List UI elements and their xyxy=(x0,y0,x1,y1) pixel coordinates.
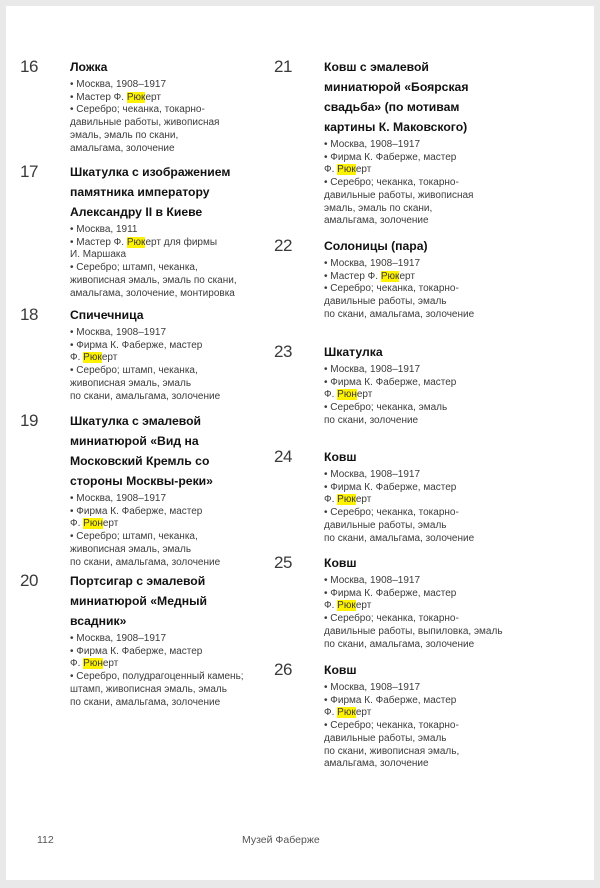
detail-text: амальгама, золочение, монтировка xyxy=(70,287,235,299)
catalog-entry xyxy=(20,411,310,569)
catalog-entry xyxy=(274,342,564,428)
detail-text: • Серебро; чеканка, токарно- xyxy=(70,104,205,116)
detail-text: живописная эмаль, эмаль по скани, xyxy=(70,274,237,286)
detail-line xyxy=(70,79,310,92)
entry-title-line: свадьба» (по мотивам xyxy=(324,100,460,114)
detail-text: • Серебро; штамп, чеканка, xyxy=(70,365,198,377)
detail-line xyxy=(70,506,310,519)
entry-title-line: Спичечница xyxy=(70,308,144,322)
highlighted-text: Рюк xyxy=(380,270,400,282)
detail-text: • Москва, 1908–1917 xyxy=(324,258,421,269)
detail-line xyxy=(324,695,564,708)
entry-title-line: Ковш xyxy=(324,450,357,464)
detail-text: по скани, амальгама, золочение xyxy=(324,532,475,544)
highlighted-text: Рюк xyxy=(126,91,146,103)
entry-title-line: памятника императору xyxy=(70,185,210,199)
entry-title xyxy=(324,342,564,362)
detail-line xyxy=(324,494,564,507)
detail-line xyxy=(324,482,564,495)
entry-title-line: Шкатулка с эмалевой xyxy=(70,414,202,428)
entry-number: 20 xyxy=(20,571,38,590)
entry-title xyxy=(324,660,564,680)
detail-text: ерт xyxy=(399,270,415,282)
highlighted-text: Рюк xyxy=(126,236,146,248)
detail-line xyxy=(324,415,564,428)
entry-details xyxy=(70,79,310,155)
entry-number: 22 xyxy=(274,236,292,255)
detail-text: по скани, амальгама, золочение xyxy=(324,308,475,320)
detail-text: ерт для фирмы xyxy=(145,236,218,248)
detail-line xyxy=(324,626,564,639)
detail-text: по скани, амальгама, золочение xyxy=(70,556,221,568)
detail-text: • Серебро; чеканка, токарно- xyxy=(324,720,459,732)
detail-text: • Фирма К. Фаберже, мастер xyxy=(324,376,457,388)
detail-text: • Фирма К. Фаберже, мастер xyxy=(70,645,203,657)
entry-title-line: Александру II в Киеве xyxy=(70,205,203,219)
detail-text: живописная эмаль, эмаль xyxy=(70,543,192,555)
detail-line xyxy=(70,684,310,697)
detail-line xyxy=(324,533,564,546)
entry-details xyxy=(324,469,564,545)
detail-text: • Серебро, полудрагоценный камень; xyxy=(70,671,244,683)
catalog-entry xyxy=(274,660,564,771)
detail-line xyxy=(70,92,310,105)
detail-line xyxy=(324,639,564,652)
entry-title-line: миниатюрой «Вид на xyxy=(70,434,199,448)
catalog-entry xyxy=(274,553,564,651)
detail-line xyxy=(70,365,310,378)
detail-text: • Серебро; штамп, чеканка, xyxy=(70,531,198,543)
detail-line xyxy=(324,152,564,165)
detail-text: • Фирма К. Фаберже, мастер xyxy=(324,151,457,163)
detail-line xyxy=(324,203,564,216)
entry-title-line: Шкатулка xyxy=(324,345,383,359)
detail-text: по скани, амальгама, золочение xyxy=(324,638,475,650)
entry-number: 23 xyxy=(274,342,292,361)
catalog-entry xyxy=(20,162,310,300)
entry-title-line: Солоницы (пара) xyxy=(324,239,428,253)
entry-title xyxy=(324,553,564,573)
entry-title-line: миниатюрой «Боярская xyxy=(324,80,469,94)
entry-details xyxy=(324,364,564,428)
detail-text: давильные работы, эмаль xyxy=(324,732,447,744)
detail-line xyxy=(324,682,564,695)
highlighted-text: Рюк xyxy=(337,707,356,719)
highlighted-text: Рюк xyxy=(337,164,356,176)
detail-line xyxy=(70,104,310,117)
detail-text: ерт xyxy=(355,600,372,612)
detail-text: давильные работы, эмаль xyxy=(324,296,447,308)
entry-title xyxy=(324,57,564,137)
detail-text: ерт xyxy=(355,707,372,719)
detail-text: • Москва, 1908–1917 xyxy=(324,364,421,375)
detail-text: Ф. xyxy=(324,600,338,612)
catalog-entry xyxy=(274,236,564,322)
detail-text: • Мастер Ф. xyxy=(324,270,381,282)
entry-details xyxy=(324,575,564,651)
detail-line xyxy=(70,697,310,710)
entry-title-line: Ковш xyxy=(324,556,357,570)
detail-text: эмаль, эмаль по скани, xyxy=(324,202,433,214)
highlighted-text: Рюк xyxy=(83,352,102,364)
detail-text: амальгама, золочение xyxy=(70,142,175,154)
detail-line xyxy=(324,377,564,390)
detail-text: • Москва, 1908–1917 xyxy=(70,79,167,90)
highlighted-text: Рюк xyxy=(337,600,356,612)
detail-text: • Москва, 1908–1917 xyxy=(324,139,421,150)
entry-title xyxy=(70,162,310,222)
detail-line xyxy=(324,139,564,152)
detail-line xyxy=(324,520,564,533)
detail-text: • Москва, 1908–1917 xyxy=(324,682,421,693)
detail-text: ерт xyxy=(355,494,372,506)
entry-title-line: Портсигар с эмалевой xyxy=(70,574,206,588)
detail-line xyxy=(324,190,564,203)
detail-line xyxy=(70,633,310,646)
detail-text: по скани, амальгама, золочение xyxy=(70,390,221,402)
detail-line xyxy=(70,391,310,404)
detail-text: Ф. xyxy=(324,707,338,719)
entry-title-line: Ковш xyxy=(324,663,357,677)
detail-line xyxy=(324,215,564,228)
detail-text: ерт xyxy=(356,389,373,401)
entry-title-line: всадник» xyxy=(70,614,127,628)
detail-text: по скани, живописная эмаль, xyxy=(324,745,460,757)
detail-text: эмаль, эмаль по скани, xyxy=(70,129,179,141)
detail-text: • Серебро; чеканка, токарно- xyxy=(324,177,459,189)
detail-line xyxy=(324,402,564,415)
detail-line xyxy=(70,117,310,130)
entry-number: 26 xyxy=(274,660,292,679)
entry-title xyxy=(324,447,564,467)
detail-text: • Серебро; чеканка, токарно- xyxy=(324,283,459,295)
detail-text: • Москва, 1908–1917 xyxy=(70,327,167,338)
detail-text: • Москва, 1911 xyxy=(70,224,138,235)
detail-line xyxy=(324,177,564,190)
entry-title-line: Ложка xyxy=(70,60,108,74)
entry-number: 25 xyxy=(274,553,292,572)
detail-line xyxy=(70,493,310,506)
detail-line xyxy=(324,613,564,626)
entry-title-line: стороны Москвы-реки» xyxy=(70,474,213,488)
detail-line xyxy=(324,758,564,771)
detail-line xyxy=(70,275,310,288)
detail-line xyxy=(324,271,564,284)
detail-text: • Мастер Ф. xyxy=(70,236,127,248)
detail-text: ерт xyxy=(101,352,118,364)
entry-number: 19 xyxy=(20,411,38,430)
detail-line xyxy=(70,224,310,237)
detail-text: Ф. xyxy=(70,518,84,530)
detail-text: Ф. xyxy=(324,494,338,506)
highlighted-text: Рюк xyxy=(337,494,356,506)
detail-text: ерт xyxy=(102,518,119,530)
detail-text: по скани, золочение xyxy=(324,414,419,426)
detail-text: Ф. xyxy=(70,658,84,670)
detail-text: И. Маршака xyxy=(70,249,127,261)
detail-text: • Серебро; чеканка, токарно- xyxy=(324,507,459,519)
detail-text: Ф. xyxy=(324,164,338,176)
entry-number: 18 xyxy=(20,305,38,324)
detail-line xyxy=(324,507,564,520)
entry-title-line: Ковш с эмалевой xyxy=(324,60,429,74)
detail-line xyxy=(70,531,310,544)
entry-details xyxy=(324,258,564,322)
highlighted-text: Рюн xyxy=(83,518,103,530)
detail-line xyxy=(324,164,564,177)
detail-line xyxy=(70,288,310,301)
entry-details xyxy=(70,327,310,403)
entry-details xyxy=(324,139,564,228)
detail-text: • Москва, 1908–1917 xyxy=(324,575,421,586)
detail-text: • Серебро; чеканка, токарно- xyxy=(324,613,459,625)
highlighted-text: Рюн xyxy=(83,658,103,670)
detail-text: • Серебро; чеканка, эмаль xyxy=(324,402,448,414)
footer-museum-name: Музей Фаберже xyxy=(242,834,320,846)
detail-text: • Фирма К. Фаберже, мастер xyxy=(324,481,457,493)
detail-line xyxy=(324,258,564,271)
detail-text: Ф. xyxy=(324,389,338,401)
detail-text: • Фирма К. Фаберже, мастер xyxy=(324,587,457,599)
detail-text: штамп, живописная эмаль, эмаль xyxy=(70,683,227,695)
detail-text: живописная эмаль, эмаль xyxy=(70,377,192,389)
detail-line xyxy=(324,600,564,613)
detail-line xyxy=(70,646,310,659)
detail-line xyxy=(70,143,310,156)
detail-line xyxy=(324,707,564,720)
detail-line xyxy=(324,720,564,733)
detail-text: ерт xyxy=(102,658,119,670)
detail-line xyxy=(324,588,564,601)
catalog-page xyxy=(6,6,594,880)
detail-line xyxy=(324,283,564,296)
detail-text: • Фирма К. Фаберже, мастер xyxy=(70,505,203,517)
catalog-entry xyxy=(274,447,564,545)
detail-text: • Серебро; штамп, чеканка, xyxy=(70,262,198,274)
entry-number: 17 xyxy=(20,162,38,181)
detail-text: амальгама, золочение xyxy=(324,758,429,770)
detail-line xyxy=(324,389,564,402)
entry-title xyxy=(324,236,564,256)
detail-text: давильные работы, эмаль xyxy=(324,519,447,531)
entry-number: 16 xyxy=(20,57,38,76)
detail-line xyxy=(324,364,564,377)
detail-line xyxy=(70,518,310,531)
entry-number: 21 xyxy=(274,57,292,76)
detail-line xyxy=(324,733,564,746)
detail-text: • Фирма К. Фаберже, мастер xyxy=(70,339,203,351)
detail-text: Ф. xyxy=(70,352,84,364)
detail-text: давильные работы, живописная xyxy=(70,117,220,129)
detail-text: по скани, амальгама, золочение xyxy=(70,696,221,708)
entry-title xyxy=(70,305,310,325)
detail-line xyxy=(324,746,564,759)
detail-text: • Мастер Ф. xyxy=(70,91,127,103)
highlighted-text: Рюн xyxy=(337,389,357,401)
detail-text: • Москва, 1908–1917 xyxy=(324,469,421,480)
entry-title-line: Московский Кремль со xyxy=(70,454,210,468)
detail-line xyxy=(70,378,310,391)
entry-details xyxy=(324,682,564,771)
entry-number: 24 xyxy=(274,447,292,466)
page-number: 112 xyxy=(37,834,54,846)
entry-title-line: миниатюрой «Медный xyxy=(70,594,207,608)
detail-line xyxy=(324,469,564,482)
detail-text: • Москва, 1908–1917 xyxy=(70,493,167,504)
detail-text: давильные работы, живописная xyxy=(324,189,474,201)
catalog-entry xyxy=(20,571,310,709)
entry-title-line: Шкатулка с изображением xyxy=(70,165,231,179)
detail-line xyxy=(324,296,564,309)
detail-text: • Фирма К. Фаберже, мастер xyxy=(324,694,457,706)
detail-line xyxy=(70,327,310,340)
entry-title xyxy=(70,571,310,631)
entry-title-line: картины К. Маковского) xyxy=(324,120,468,134)
detail-text: ерт xyxy=(355,164,372,176)
detail-text: ерт xyxy=(145,91,161,103)
catalog-entry xyxy=(274,57,564,228)
detail-text: амальгама, золочение xyxy=(324,215,429,227)
detail-text: давильные работы, выпиловка, эмаль xyxy=(324,625,503,637)
detail-line xyxy=(324,309,564,322)
detail-line xyxy=(324,575,564,588)
detail-text: • Москва, 1908–1917 xyxy=(70,633,167,644)
detail-line xyxy=(70,130,310,143)
detail-line xyxy=(70,262,310,275)
